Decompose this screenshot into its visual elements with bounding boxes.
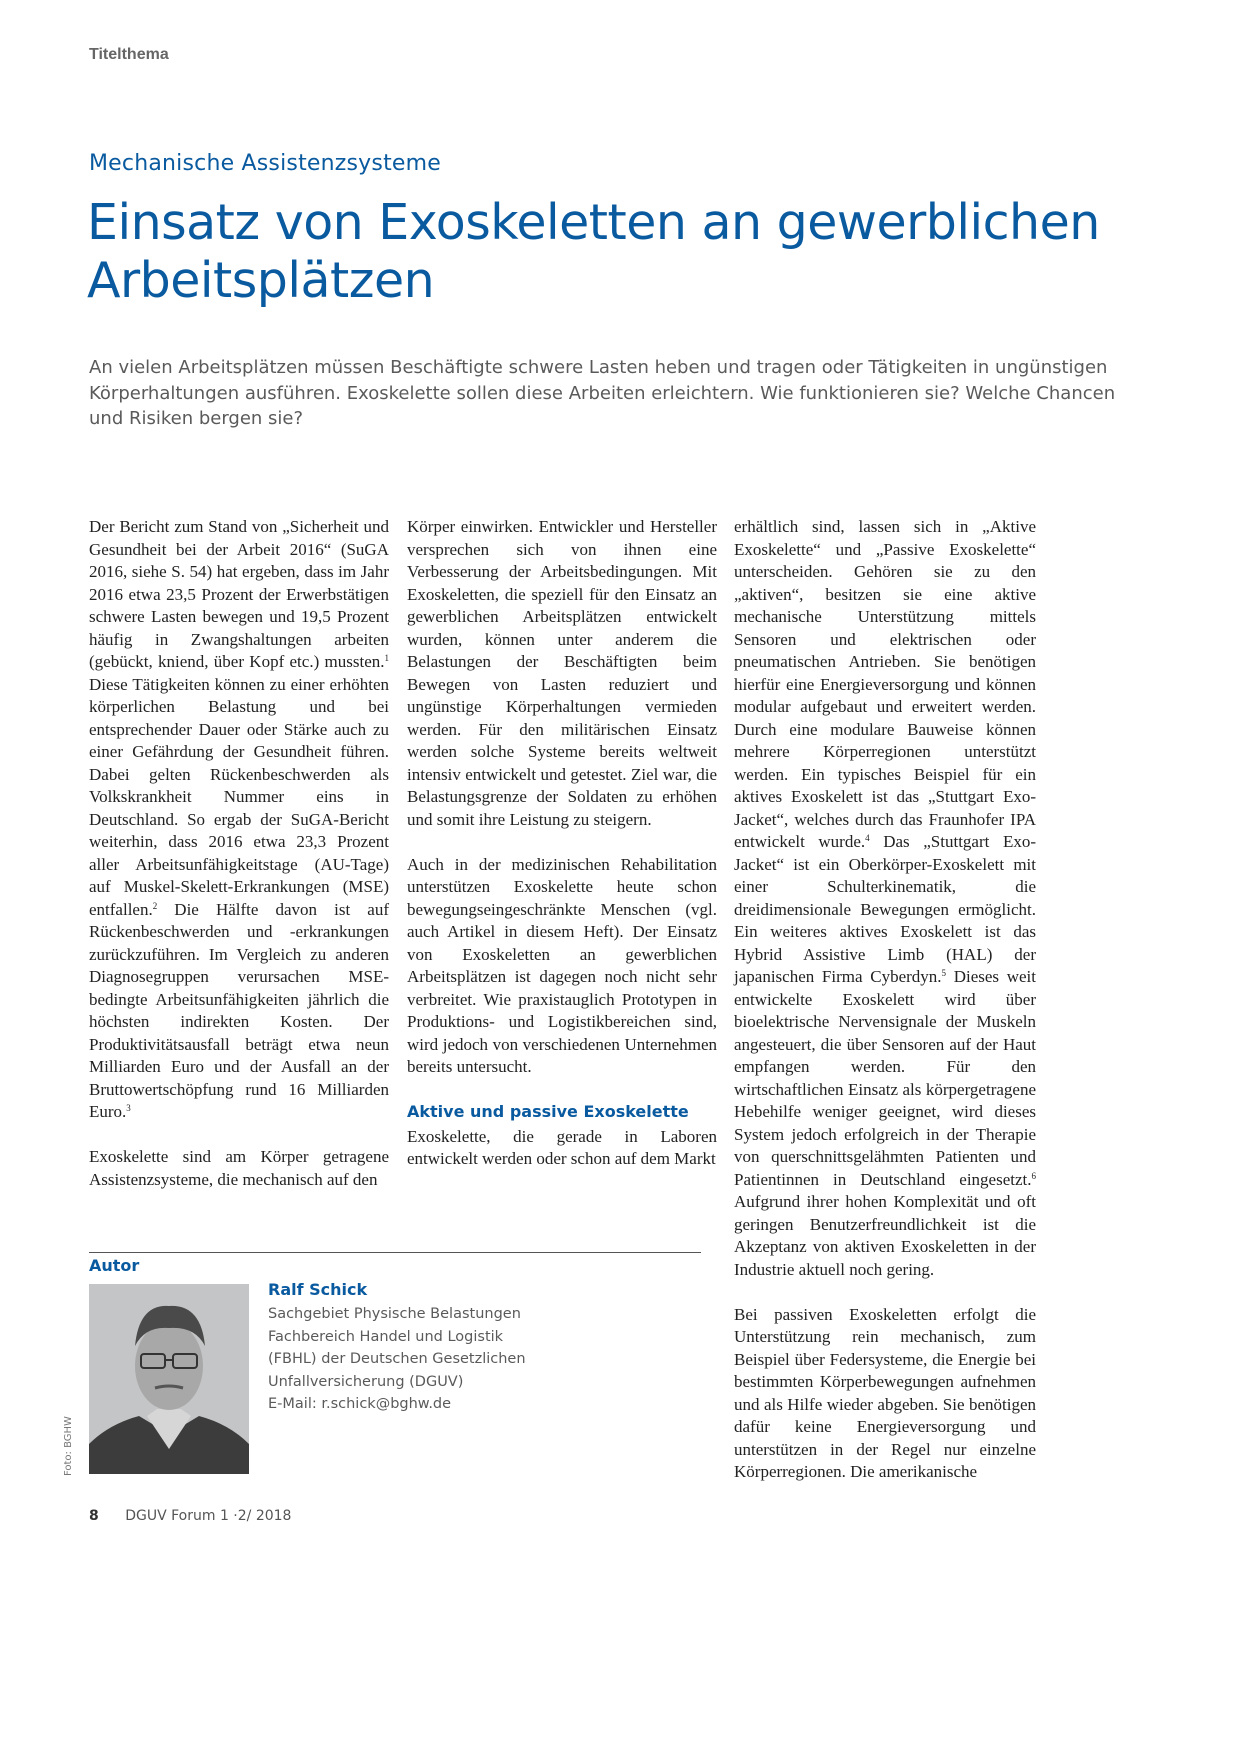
- author-photo: [89, 1284, 249, 1474]
- paragraph: erhältlich sind, lassen sich in „Aktive Exoskelette“ und „Passive Exoskelette“ unterscheiden. Gehören sie zu den „aktiven“, besitzen sie eine aktive mechanische Unterstützung mittels Sensoren und elektrischen oder pneumatischen Antrieben. Sie benötigen hierfür eine Energieversorgung und können modular aufgebaut und erweitert werden. Durch eine modulare Bauweise können mehrere Körperregionen unterstützt werden. Ein typisches Beispiel für ein aktives Exoskelett ist das „Stuttgart Exo-Jacket“, welches durch das Fraunhofer IPA entwickelt wurde.$^4$ Das „Stuttgart Exo-Jacket“ ist ein Oberkörper-Exoskelett mit einer Schulterkinematik, die dreidimensionale Bewegungen ermöglicht. Ein weiteres aktives Exoskelett ist das Hybrid Assistive Limb (HAL) der japanischen Firma Cyberdyn.$^5$ Dieses weit entwickelte Exoskelett wird über bioelektrische Nervensignale der Muskeln angesteuert, die über Sensoren auf der Haut empfangen werden. Für den wirtschaftlichen Einsatz als körpergetragene Hebehilfe weniger geeignet, wird dieses System jedoch erfolgreich in der Therapie von querschnittsgelähmten Patienten und Patientinnen in Deutschland eingesetzt.$^6$ Aufgrund ihrer hohen Komplexität und oft geringen Benutzerfreundlichkeit ist die Akzeptanz von aktiven Exoskeletten in der Industrie aktuell noch gering.: [734, 517, 1036, 1279]
- footnote-ref[interactable]: 5: [941, 968, 947, 978]
- author-line: (FBHL) der Deutschen Gesetzlichen: [268, 1351, 526, 1367]
- section-heading: Aktive und passive Exoskelette: [407, 1102, 689, 1121]
- author-info: [268, 1303, 526, 1416]
- paragraph: Bei passiven Exoskeletten erfolgt die Unterstützung rein mechanisch, zum Beispiel über Federsysteme, die Energie bei bestimmten Körperbewegungen aufnehmen und als Hilfe wieder abgeben. Sie benötigen dafür keine Energieversorgung und unterstützen in der Regel nur einzelne Körperregionen. Die amerikanische: [734, 1304, 1036, 1481]
- author-email[interactable]: E-Mail: r.schick@bghw.de: [268, 1396, 452, 1412]
- author-label: Autor: [89, 1256, 140, 1275]
- paragraph: Exoskelette, die gerade in Laboren entwickelt werden oder schon auf dem Markt: [407, 1126, 717, 1168]
- author-name: Ralf Schick: [268, 1280, 368, 1299]
- footnote-ref[interactable]: 2: [152, 900, 158, 911]
- paragraph: Auch in der medizinischen Rehabilitation unterstützen Exoskelette heute schon bewegungseingeschränkte Menschen (vgl. auch Artikel in diesem Heft). Der Einsatz von Exoskeletten an gewerblichen Arbeitsplätzen ist dagegen noch nicht sehr verbreitet. Wie praxistauglich Prototypen in Produktions- und Logistikbereichen sind, wird jedoch von verschiedenen Unternehmen bereits untersucht.: [407, 854, 717, 1076]
- subheadline: Mechanische Assistenzsysteme: [89, 151, 441, 176]
- column-1: [89, 516, 389, 1214]
- column-3: [734, 516, 1036, 1506]
- author-line: Fachbereich Handel und Logistik: [268, 1328, 504, 1345]
- footnote-ref[interactable]: 4: [865, 833, 870, 843]
- paragraph: Exoskelette sind am Körper getragene Assistenzsysteme, die mechanisch auf den: [89, 1147, 389, 1189]
- paragraph: Der Bericht zum Stand von „Sicherheit und Gesundheit bei der Arbeit 2016“ (SuGA 2016, siehe S. 54) hat ergeben, dass im Jahr 2016 etwa 23,5 Prozent der Erwerbstätigen schwere Lasten bewegen und 19,5 Prozent häufig in Zwangshaltungen arbeiten (gebückt, kniend, über Kopf etc.) mussten.$^1$ Diese Tätigkeiten können zu einer erhöhten körperlichen Belastung und bei entsprechender Dauer oder Stärke auch zu einer Gefährdung der Gesundheit führen. Dabei gelten Rückenbeschwerden als Volkskrankheit Nummer eins in Deutschland. So ergab der SuGA-Bericht weiterhin, dass 2016 etwa 23,3 Prozent aller Arbeitsunfähigkeitstage (AU-Tage) auf Muskel-Skelett-Erkrankungen (MSE) entfallen.$^2$ Die Hälfte davon ist auf Rückenbeschwerden und -erkrankungen zurückzuführen. Im Vergleich zu anderen Diagnosegruppen verursachen MSE-bedingte Arbeitsunfähigkeiten jährlich die höchsten indirekten Kosten. Der Produktivitätsausfall beträgt etwa neun Milliarden Euro und der Ausfall an der Bruttowertschöpfung rund 16 Milliarden Euro.$^3$: [89, 517, 389, 1121]
- article-title: Einsatz von Exoskeletten an gewerblichen Arbeitsplätzen: [87, 194, 1100, 309]
- footnote-ref[interactable]: 1: [384, 653, 389, 663]
- publication-info: DGUV Forum 1 ·2/ 2018: [125, 1508, 292, 1524]
- paragraph: Körper einwirken. Entwickler und Hersteller versprechen sich von ihnen eine Verbesserung der Arbeitsbedingungen. Mit Exoskeletten, die speziell für den Einsatz an gewerblichen Arbeitsplätzen entwickelt wurden, können unter anderem die Belastungen der Beschäftigten beim Bewegen von Lasten reduziert und ungünstige Körperhaltungen vermieden werden. Für den militärischen Einsatz werden solche Systeme bereits weltweit intensiv entwickelt und getestet. Ziel war, die Belastungsgrenze der Soldaten zu erhöhen und somit ihre Leistung zu steigern.: [407, 517, 717, 829]
- page-number: 8: [89, 1508, 99, 1524]
- portrait-image: [89, 1284, 249, 1474]
- author-line: Unfallversicherung (DGUV): [268, 1373, 464, 1390]
- kicker: Titelthema: [89, 46, 169, 63]
- footnote-ref[interactable]: 3: [126, 1103, 131, 1113]
- column-2: [407, 516, 717, 1193]
- lead-paragraph: An vielen Arbeitsplätzen müssen Beschäftigte schwere Lasten heben und tragen oder Tätigkeiten in ungünstigen Körperhaltungen ausführen. Exoskelette sollen diese Arbeiten erleichtern. Wie funktionieren sie? Welche Chancen und Risiken bergen sie?: [89, 357, 1116, 429]
- footnote-ref[interactable]: 6: [1031, 1170, 1036, 1181]
- author-divider: [89, 1252, 701, 1253]
- author-line: Sachgebiet Physische Belastungen: [268, 1306, 521, 1322]
- page-footer: [89, 1508, 291, 1524]
- photo-credit: Foto: BGHW: [63, 1416, 74, 1476]
